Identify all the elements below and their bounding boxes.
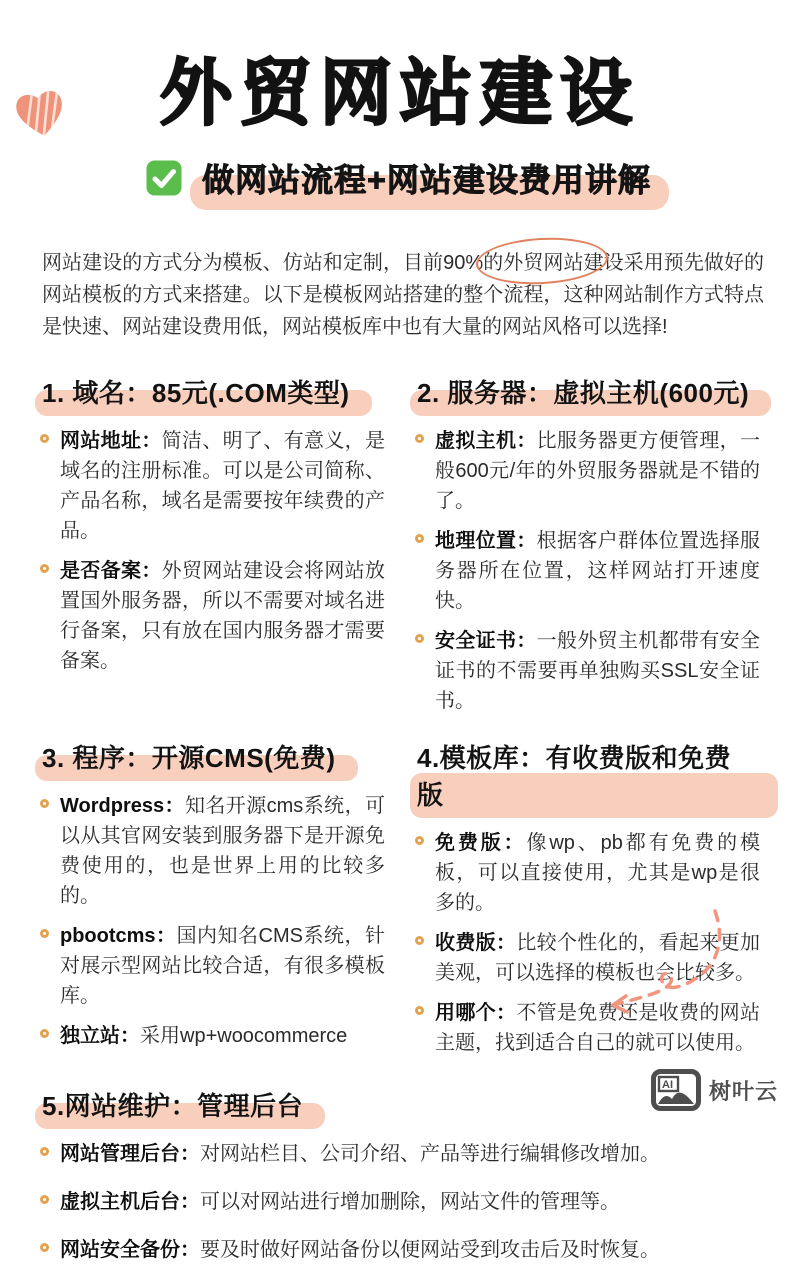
section-heading: 2. 服务器：虚拟主机(600元) [415, 371, 760, 412]
list-item [415, 626, 760, 716]
bullet-label: 网站地址： [60, 429, 162, 452]
bullet-label: 网站管理后台： [60, 1142, 200, 1165]
bullet-list [40, 791, 385, 1051]
section-server [415, 371, 760, 726]
list-item [40, 1139, 760, 1169]
list-item [40, 791, 385, 911]
bullet-list [40, 1139, 760, 1265]
ring-bullet-icon [415, 936, 424, 945]
list-item [415, 828, 760, 918]
bullet-text: 采用wp+woocommerce [140, 1024, 348, 1047]
page-title: 外贸网站建设 [159, 54, 640, 134]
ring-bullet-icon [40, 1147, 49, 1156]
list-item [415, 526, 760, 616]
bullet-list [415, 426, 760, 716]
bullet-text: 知名开源cms系统，可以从其官网安装到服务器下是开源免费使用的，也是世界上用的比较多的。 [60, 794, 385, 907]
bullet-text: 要及时做好网站备份以便网站受到攻击后及时恢复。 [200, 1238, 660, 1261]
sections-grid [40, 371, 760, 1283]
bullet-text: 可以对网站进行增加删除，网站文件的管理等。 [200, 1190, 620, 1213]
bullet-label: 用哪个： [435, 1001, 517, 1024]
section-heading: 4.模板库：有收费版和免费版 [415, 736, 760, 814]
bullet-label: 安全证书： [435, 629, 537, 652]
ring-bullet-icon [415, 534, 424, 543]
subtitle-row [0, 155, 800, 201]
list-item [40, 426, 385, 546]
section-heading: 3. 程序：开源CMS(免费) [40, 736, 385, 777]
ai-image-icon [651, 1069, 701, 1111]
ring-bullet-icon [40, 799, 49, 808]
bullet-text: 不管是免费还是收费的网站主题，找到适合自己的就可以使用。 [435, 1001, 761, 1054]
bullet-text: 对网站栏目、公司介绍、产品等进行编辑修改增加。 [200, 1142, 660, 1165]
section-cms [40, 736, 385, 1068]
check-icon [145, 159, 183, 197]
intro-text-1: 网站建设的方式分为模板、仿站和定制，目前90% [42, 251, 484, 274]
ring-bullet-icon [40, 564, 49, 573]
bullet-text: 简洁、明了、有意义，是域名的注册标准。可以是公司简称、产品名称，域名是需要按年续费的产品。 [60, 429, 386, 542]
page-subtitle: 做网站流程+网站建设费用讲解 [198, 155, 655, 201]
ring-bullet-icon [415, 634, 424, 643]
ring-bullet-icon [40, 929, 49, 938]
ring-bullet-icon [40, 1195, 49, 1204]
section-domain [40, 371, 385, 726]
heart-icon [7, 79, 75, 153]
ai-label: AI [661, 1079, 673, 1091]
bullet-label: 虚拟主机后台： [60, 1190, 200, 1213]
list-item [415, 426, 760, 516]
intro-paragraph [42, 247, 764, 343]
brand-name: 树叶云 [708, 1078, 778, 1104]
list-item [40, 556, 385, 676]
ring-bullet-icon [415, 1006, 424, 1015]
bullet-label: Wordpress： [60, 794, 185, 817]
ring-bullet-icon [415, 836, 424, 845]
dashed-arrow-icon [589, 906, 734, 1031]
bullet-text: 根据客户群体位置选择服务器所在位置，这样网站打开速度快。 [435, 529, 761, 612]
section-maintenance [40, 1084, 760, 1283]
bullet-text: 像wp、pb都有免费的模板，可以直接使用，尤其是wp是很多的。 [435, 831, 761, 914]
bullet-text: 比服务器更方便管理，一般600元/年的外贸服务器就是不错的了。 [435, 429, 761, 512]
bullet-label: 独立站： [60, 1024, 140, 1047]
list-item [40, 1235, 760, 1265]
ring-bullet-icon [40, 434, 49, 443]
bullet-list [40, 426, 385, 676]
list-item [40, 1187, 760, 1217]
bullet-label: 收费版： [435, 931, 517, 954]
brand-watermark [651, 1069, 778, 1111]
bullet-text: 一般外贸主机都带有安全证书的不需要再单独购买SSL安全证书。 [435, 629, 761, 712]
circled-highlight [483, 252, 603, 274]
bullet-text: 国内知名CMS系统，针对展示型网站比较合适，有很多模板库。 [60, 924, 385, 1007]
list-item [40, 921, 385, 1011]
bullet-label: pbootcms： [60, 924, 177, 947]
bullet-label: 是否备案： [60, 559, 162, 582]
bullet-label: 网站安全备份： [60, 1238, 200, 1261]
circled-text: 的外贸网站建 [483, 251, 604, 274]
bullet-label: 地理位置： [435, 529, 537, 552]
ring-bullet-icon [415, 434, 424, 443]
intro-text-2: 设采用预先做好的网站模板的方式来搭建。以下是模板网站搭建的整个流程，这种网站制作方式特点是快速、网站建设费用低，网站模板库中也有大量的网站风格可以选择! [42, 251, 764, 338]
bullet-text: 外贸网站建设会将网站放置国外服务器，所以不需要对域名进行备案，只有放在国内服务器才需要备案。 [60, 559, 386, 672]
section-heading: 1. 域名：85元(.COM类型) [40, 371, 385, 412]
ring-bullet-icon [40, 1029, 49, 1038]
bullet-label: 虚拟主机： [435, 429, 537, 452]
ring-bullet-icon [40, 1243, 49, 1252]
section-heading: 5.网站维护：管理后台 [40, 1084, 760, 1125]
list-item [40, 1021, 385, 1051]
bullet-label: 免费版： [435, 831, 527, 854]
bullet-text: 比较个性化的，看起来更加美观，可以选择的模板也会比较多。 [435, 931, 761, 984]
